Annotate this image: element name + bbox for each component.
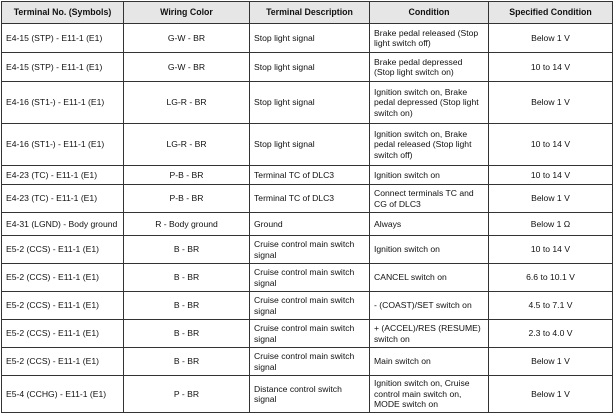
table-row [2, 82, 613, 124]
cell-condition: Main switch on [370, 348, 489, 376]
cell-terminal: E5-2 (CCS) - E11-1 (E1) [2, 236, 124, 264]
cell-terminal: E4-23 (TC) - E11-1 (E1) [2, 185, 124, 213]
table-row [2, 213, 613, 236]
cell-condition: + (ACCEL)/RES (RESUME) switch on [370, 320, 489, 348]
cell-terminal: E4-23 (TC) - E11-1 (E1) [2, 166, 124, 185]
header-wiring-color: Wiring Color [124, 2, 250, 24]
cell-specified-condition: 10 to 14 V [489, 53, 613, 82]
cell-terminal-description: Cruise control main switch signal [250, 348, 370, 376]
header-terminal-description: Terminal Description [250, 2, 370, 24]
cell-condition: - (COAST)/SET switch on [370, 292, 489, 320]
table-row [2, 236, 613, 264]
table-row [2, 376, 613, 413]
cell-terminal-description: Distance control switch signal [250, 376, 370, 413]
terminal-spec-table [1, 1, 613, 413]
cell-specified-condition: 2.3 to 4.0 V [489, 320, 613, 348]
table-row [2, 292, 613, 320]
cell-specified-condition: 6.6 to 10.1 V [489, 264, 613, 292]
cell-terminal-description: Stop light signal [250, 82, 370, 124]
cell-wiring-color: B - BR [124, 292, 250, 320]
cell-terminal: E4-16 (ST1-) - E11-1 (E1) [2, 82, 124, 124]
cell-specified-condition: Below 1 Ω [489, 213, 613, 236]
table-row [2, 53, 613, 82]
table-header [2, 2, 613, 24]
header-row [2, 2, 613, 24]
cell-terminal-description: Cruise control main switch signal [250, 236, 370, 264]
cell-condition: Connect terminals TC and CG of DLC3 [370, 185, 489, 213]
cell-condition: Brake pedal depressed (Stop light switch on) [370, 53, 489, 82]
cell-wiring-color: B - BR [124, 348, 250, 376]
cell-specified-condition: Below 1 V [489, 376, 613, 413]
cell-terminal-description: Terminal TC of DLC3 [250, 166, 370, 185]
cell-specified-condition: Below 1 V [489, 82, 613, 124]
cell-terminal: E4-16 (ST1-) - E11-1 (E1) [2, 124, 124, 166]
cell-terminal-description: Stop light signal [250, 124, 370, 166]
cell-terminal: E4-15 (STP) - E11-1 (E1) [2, 24, 124, 53]
cell-condition: Ignition switch on, Brake pedal released (Stop light switch off) [370, 124, 489, 166]
header-condition: Condition [370, 2, 489, 24]
cell-terminal-description: Ground [250, 213, 370, 236]
header-specified-condition: Specified Condition [489, 2, 613, 24]
cell-terminal-description: Cruise control main switch signal [250, 264, 370, 292]
cell-condition: CANCEL switch on [370, 264, 489, 292]
cell-condition: Brake pedal released (Stop light switch off) [370, 24, 489, 53]
cell-terminal: E4-15 (STP) - E11-1 (E1) [2, 53, 124, 82]
cell-terminal: E5-2 (CCS) - E11-1 (E1) [2, 264, 124, 292]
table-row [2, 264, 613, 292]
cell-specified-condition: Below 1 V [489, 348, 613, 376]
cell-terminal: E5-4 (CCHG) - E11-1 (E1) [2, 376, 124, 413]
cell-wiring-color: P-B - BR [124, 166, 250, 185]
table-row [2, 124, 613, 166]
cell-specified-condition: 10 to 14 V [489, 166, 613, 185]
cell-terminal-description: Cruise control main switch signal [250, 320, 370, 348]
cell-condition: Ignition switch on, Cruise control main switch on, MODE switch on [370, 376, 489, 413]
cell-terminal: E5-2 (CCS) - E11-1 (E1) [2, 292, 124, 320]
cell-wiring-color: LG-R - BR [124, 82, 250, 124]
cell-condition: Ignition switch on, Brake pedal depressed (Stop light switch on) [370, 82, 489, 124]
cell-condition: Ignition switch on [370, 166, 489, 185]
table-row [2, 166, 613, 185]
cell-wiring-color: G-W - BR [124, 53, 250, 82]
cell-specified-condition: 10 to 14 V [489, 236, 613, 264]
cell-wiring-color: G-W - BR [124, 24, 250, 53]
cell-terminal: E4-31 (LGND) - Body ground [2, 213, 124, 236]
cell-wiring-color: P-B - BR [124, 185, 250, 213]
cell-terminal: E5-2 (CCS) - E11-1 (E1) [2, 348, 124, 376]
header-terminal: Terminal No. (Symbols) [2, 2, 124, 24]
cell-wiring-color: P - BR [124, 376, 250, 413]
cell-terminal: E5-2 (CCS) - E11-1 (E1) [2, 320, 124, 348]
cell-terminal-description: Stop light signal [250, 24, 370, 53]
cell-specified-condition: Below 1 V [489, 185, 613, 213]
cell-condition: Always [370, 213, 489, 236]
cell-wiring-color: B - BR [124, 320, 250, 348]
cell-wiring-color: R - Body ground [124, 213, 250, 236]
cell-specified-condition: Below 1 V [489, 24, 613, 53]
cell-terminal-description: Cruise control main switch signal [250, 292, 370, 320]
table-body [2, 24, 613, 413]
table-row [2, 185, 613, 213]
cell-terminal-description: Terminal TC of DLC3 [250, 185, 370, 213]
cell-wiring-color: LG-R - BR [124, 124, 250, 166]
table-row [2, 320, 613, 348]
table-row [2, 24, 613, 53]
cell-terminal-description: Stop light signal [250, 53, 370, 82]
cell-specified-condition: 10 to 14 V [489, 124, 613, 166]
cell-wiring-color: B - BR [124, 264, 250, 292]
cell-condition: Ignition switch on [370, 236, 489, 264]
cell-wiring-color: B - BR [124, 236, 250, 264]
table-row [2, 348, 613, 376]
cell-specified-condition: 4.5 to 7.1 V [489, 292, 613, 320]
